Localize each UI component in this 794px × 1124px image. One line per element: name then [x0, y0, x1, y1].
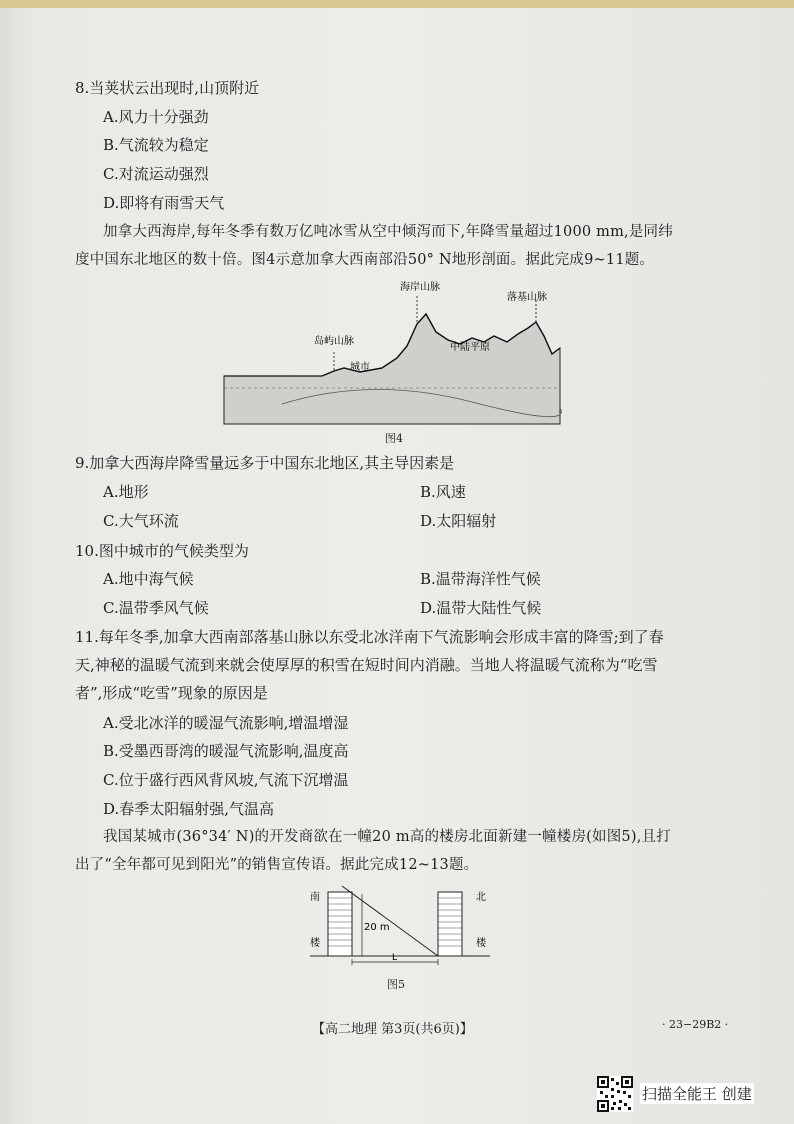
q11-option-d: D.春季太阳辐射强,气温高 [103, 800, 275, 818]
q9-option-d: D.太阳辐射 [420, 512, 497, 530]
figure5-caption: 图5 [387, 978, 405, 991]
q11-stem-line1: 11.每年冬季,加拿大西南部落基山脉以东受北冰洋南下气流影响会形成丰富的降雪;到了春 [75, 628, 664, 646]
q9-option-c: C.大气环流 [103, 512, 179, 530]
label-south: 南 [310, 892, 320, 903]
q11-stem-line2: 天,神秘的温暖气流到来就会使厚厚的积雪在短时间内消融。当地人将温暖气流称为“吃雪 [75, 656, 658, 674]
q11-option-b: B.受墨西哥湾的暖湿气流影响,温度高 [103, 742, 349, 760]
label-island-mountains: 岛屿山脉 [314, 336, 354, 347]
q8-option-a: A.风力十分强劲 [103, 108, 209, 126]
figure4-profile [222, 276, 562, 428]
q11-option-a: A.受北冰洋的暖湿气流影响,增温增湿 [103, 714, 349, 732]
label-north: 北 [476, 892, 486, 903]
passage1-line2: 度中国东北地区的数十倍。图4示意加拿大西南部沿50° N地形剖面。据此完成9~11题。 [75, 252, 655, 268]
label-interior-plain: 中陆平原 [450, 342, 490, 353]
top-strip [0, 0, 794, 8]
q10-option-c: C.温带季风气候 [103, 599, 209, 617]
q11-stem-line3: 者”,形成“吃雪”现象的原因是 [75, 684, 268, 702]
label-building-right: 楼 [476, 938, 486, 949]
q10-option-b: B.温带海洋性气候 [420, 570, 541, 588]
q9-stem: 9.加拿大西海岸降雪量远多于中国东北地区,其主导因素是 [75, 454, 455, 472]
passage2-line2: 出了“全年都可见到阳光”的销售宣传语。据此完成12~13题。 [75, 857, 479, 873]
qr-code-icon [597, 1076, 633, 1112]
q10-option-d: D.温带大陆性气候 [420, 599, 542, 617]
passage2-line1: 我国某城市(36°34′ N)的开发商欲在一幢20 m高的楼房北面新建一幢楼房(如图5),且打 [103, 829, 671, 845]
q8-stem: 8.当荚状云出现时,山顶附近 [75, 79, 260, 97]
footer-code: · 23−29B2 · [662, 1018, 729, 1031]
label-building-left: 楼 [310, 938, 320, 949]
q8-option-c: C.对流运动强烈 [103, 165, 209, 183]
footer-page-info: 【高二地理 第3页(共6页)】 [312, 1022, 473, 1037]
q8-option-d: D.即将有雨雪天气 [103, 194, 225, 212]
q10-stem: 10.图中城市的气候类型为 [75, 542, 249, 560]
figure4-caption: 图4 [385, 432, 403, 445]
q8-option-b: B.气流较为稳定 [103, 136, 209, 154]
passage1-line1: 加拿大西海岸,每年冬季有数万亿吨冰雪从空中倾泻而下,年降雪量超过1000 mm,是同纬 [103, 224, 673, 240]
label-height: 20 m [364, 922, 390, 933]
label-distance: L [392, 953, 398, 963]
q9-option-b: B.风速 [420, 483, 466, 501]
q11-option-c: C.位于盛行西风背风坡,气流下沉增温 [103, 771, 349, 789]
scanner-watermark: 扫描全能王 创建 [642, 1085, 752, 1103]
figure5-buildings [300, 884, 500, 966]
label-coast-mountains: 海岸山脉 [400, 282, 440, 293]
label-city: 城市 [350, 362, 370, 373]
q9-option-a: A.地形 [103, 483, 149, 501]
q10-option-a: A.地中海气候 [103, 570, 194, 588]
label-rocky-mountains: 落基山脉 [507, 292, 547, 303]
